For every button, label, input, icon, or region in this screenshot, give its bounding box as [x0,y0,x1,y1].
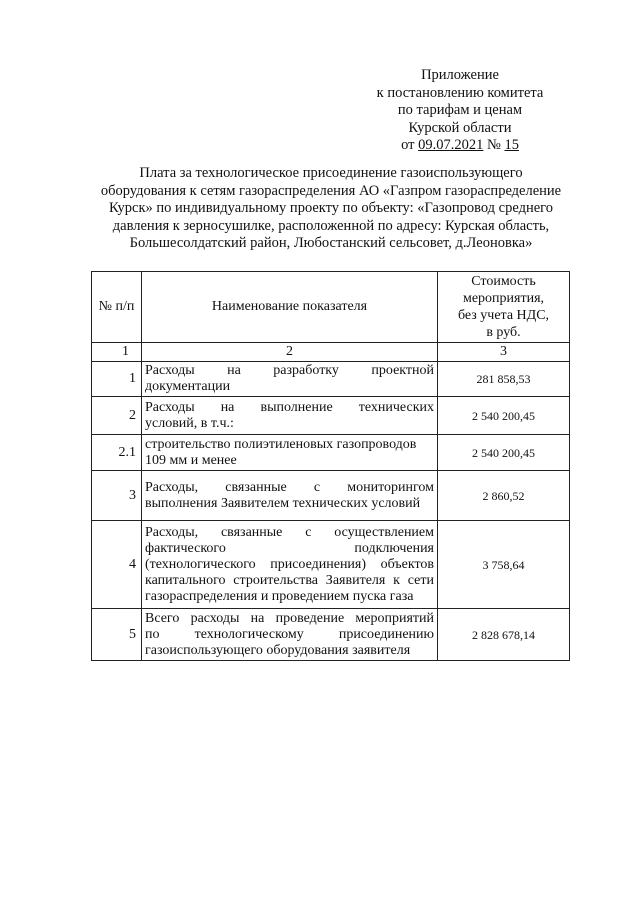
row-name-line: Расходы, связанные с осуществлением [145,524,434,540]
row-no: 4 [92,521,142,609]
header-name: Наименование показателя [142,272,438,343]
row-name-line: строительство полиэтиленовых газопроводов [145,436,417,452]
row-name-line: газоиспользующего оборудования заявителя [145,642,411,658]
row-name-line: (технологического присоединения) объектов [145,556,434,572]
row-name-line: Всего расходы на проведение мероприятий [145,610,434,626]
row-cost: 3 758,64 [438,521,570,609]
decree-number: 15 [504,137,519,153]
title-line: давления к зерносушилке, расположенной по адресу: Курская область, [112,217,550,234]
row-name [142,435,438,471]
title-line: Большесолдатский район, Любостанский сельсовет, д.Леоновка» [129,235,533,251]
row-name-line: выполнения Заявителем технических условий [145,495,421,511]
table-header-row [92,272,570,343]
table-row [92,521,570,609]
row-cost: 2 828 678,14 [438,609,570,661]
row-no: 2.1 [92,435,142,471]
row-name [142,397,438,435]
column-number-row [92,343,570,362]
row-name [142,362,438,397]
row-cost: 2 540 200,45 [438,435,570,471]
table-row [92,609,570,661]
header-cost-line: Стоимость [471,274,536,289]
header-cost [438,272,570,343]
row-no: 1 [92,362,142,397]
header-cost-line: в руб. [486,325,521,340]
row-no: 2 [92,397,142,435]
row-name-line: Расходы, связанные с мониторингом [145,479,434,495]
row-cost: 2 860,52 [438,471,570,521]
appendix-line: Курской области [408,119,512,136]
row-name-line: капитального строительства Заявителя к сети [145,572,434,588]
column-number: 1 [92,343,142,362]
row-name-line: Расходы на выполнение технических [145,399,434,415]
appendix-line: Приложение [421,67,499,83]
title-line: Плата за технологическое присоединение газоиспользующего [139,165,523,181]
table-row [92,397,570,435]
row-no: 5 [92,609,142,661]
appendix-date-line [340,137,580,155]
row-name-line: по технологическому присоединению [145,626,434,642]
row-no: 3 [92,471,142,521]
header-cost-line: мероприятия, [462,291,545,306]
document-title [82,165,580,253]
row-cost: 281 858,53 [438,362,570,397]
decree-date: 09.07.2021 [418,137,484,153]
fees-table [91,271,570,661]
title-line: Курск» по индивидуальному проекту по объекту: «Газопровод среднего [108,200,554,216]
title-line: оборудования к сетям газораспределения АО «Газпром газораспределение [100,182,562,199]
number-prefix: № [483,137,505,153]
row-name-line: документации [145,379,231,394]
header-cost-line: без учета НДС, [457,308,550,323]
table-row [92,471,570,521]
row-name [142,609,438,661]
row-name [142,471,438,521]
appendix-header [340,67,580,155]
appendix-line: по тарифам и ценам [397,102,523,118]
row-name-line: газораспределения и проведением пуска газа [145,588,414,604]
row-name-line: фактического подключения [145,540,434,556]
row-name [142,521,438,609]
row-name-line: Расходы на разработку проектной [145,363,434,378]
row-name-line: 109 мм и менее [145,452,237,468]
column-number: 3 [438,343,570,362]
header-no: № п/п [92,272,142,343]
table-row [92,362,570,397]
appendix-line: к постановлению комитета [376,84,544,101]
row-name-line: условий, в т.ч.: [145,415,234,431]
column-number: 2 [142,343,438,362]
table-row [92,435,570,471]
row-cost: 2 540 200,45 [438,397,570,435]
date-prefix: от [401,137,419,153]
